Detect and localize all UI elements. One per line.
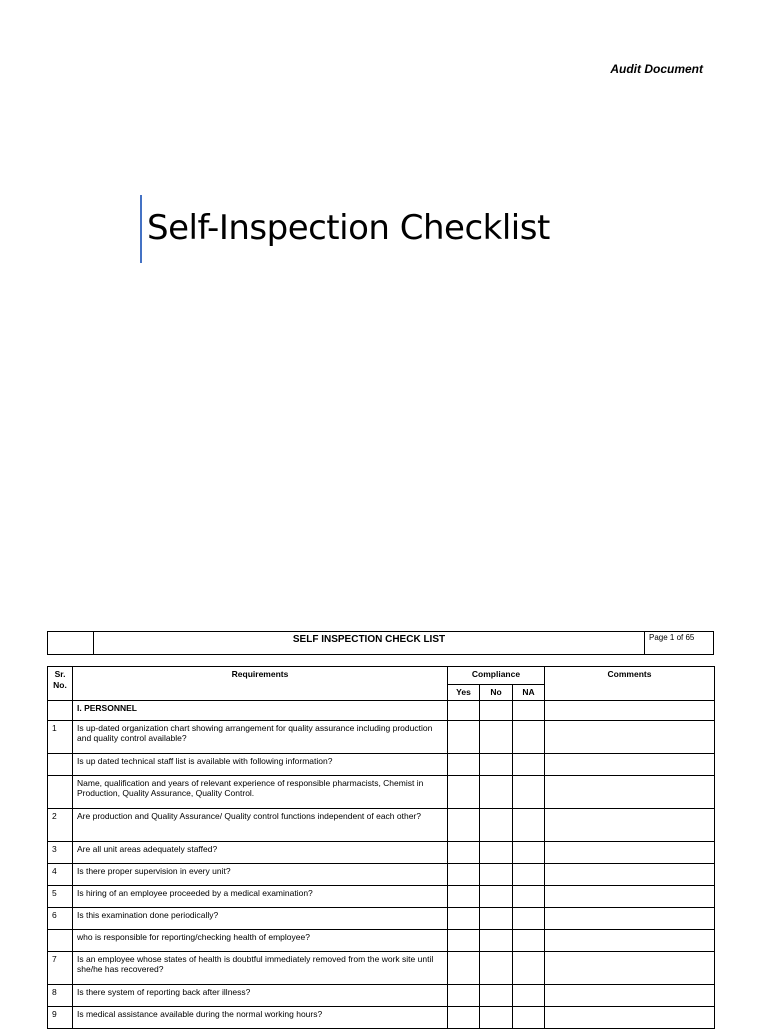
na-cell[interactable]: [513, 885, 545, 907]
row-requirement: Is an employee whose states of health is doubtful immediately removed from the work site until she/he has recovered?: [73, 951, 448, 984]
yes-cell[interactable]: [448, 885, 480, 907]
table-row: [48, 808, 715, 841]
no-cell[interactable]: [480, 753, 513, 775]
row-number: 6: [48, 907, 73, 929]
comments-cell[interactable]: [545, 907, 715, 929]
row-requirement: Is hiring of an employee proceeded by a medical examination?: [73, 885, 448, 907]
col-header-sr: Sr. No.: [48, 667, 73, 701]
na-cell[interactable]: [513, 863, 545, 885]
na-cell[interactable]: [513, 907, 545, 929]
comments-cell[interactable]: [545, 753, 715, 775]
na-cell[interactable]: [513, 808, 545, 841]
yes-cell[interactable]: [448, 753, 480, 775]
comments-cell[interactable]: [545, 863, 715, 885]
col-header-comments: Comments: [545, 667, 715, 701]
no-cell[interactable]: [480, 808, 513, 841]
checklist-table: [47, 666, 715, 1029]
comments-cell[interactable]: [545, 775, 715, 808]
table-row: [48, 863, 715, 885]
yes-cell[interactable]: [448, 907, 480, 929]
comments-cell[interactable]: [545, 1006, 715, 1028]
yes-cell[interactable]: [448, 808, 480, 841]
col-header-requirements: Requirements: [73, 667, 448, 701]
no-cell[interactable]: [480, 907, 513, 929]
yes-cell[interactable]: [448, 1006, 480, 1028]
yes-cell[interactable]: [448, 720, 480, 753]
no-cell[interactable]: [480, 929, 513, 951]
page-number: Page 1 of 65: [649, 633, 695, 642]
yes-cell[interactable]: [448, 863, 480, 885]
table-row: [48, 907, 715, 929]
checklist-title: SELF INSPECTION CHECK LIST: [94, 632, 645, 654]
yes-cell[interactable]: [448, 775, 480, 808]
row-requirement: Is up-dated organization chart showing arrangement for quality assurance including production and quality control available?: [73, 720, 448, 753]
row-number: 1: [48, 720, 73, 753]
row-requirement: Are all unit areas adequately staffed?: [73, 841, 448, 863]
row-number: [48, 929, 73, 951]
no-cell[interactable]: [480, 720, 513, 753]
comments-cell[interactable]: [545, 929, 715, 951]
no-cell[interactable]: [480, 1006, 513, 1028]
checklist-header-table: [47, 631, 714, 655]
col-header-yes: Yes: [448, 685, 480, 701]
no-cell[interactable]: [480, 841, 513, 863]
comments-cell[interactable]: [545, 885, 715, 907]
table-row: [48, 720, 715, 753]
table-row: [48, 1006, 715, 1028]
row-number: 3: [48, 841, 73, 863]
row-number: 2: [48, 808, 73, 841]
yes-cell[interactable]: [448, 984, 480, 1006]
row-requirement: who is responsible for reporting/checking health of employee?: [73, 929, 448, 951]
na-cell[interactable]: [513, 841, 545, 863]
comments-cell[interactable]: [545, 984, 715, 1006]
row-requirement: Are production and Quality Assurance/ Quality control functions independent of each other?: [73, 808, 448, 841]
row-number: 4: [48, 863, 73, 885]
document-header-label: Audit Document: [610, 62, 703, 76]
no-cell[interactable]: [480, 951, 513, 984]
row-requirement: Is medical assistance available during the normal working hours?: [73, 1006, 448, 1028]
row-number: [48, 753, 73, 775]
table-row: [48, 984, 715, 1006]
row-number: 8: [48, 984, 73, 1006]
table-row: [48, 753, 715, 775]
row-number: 9: [48, 1006, 73, 1028]
na-cell[interactable]: [513, 720, 545, 753]
section-heading: I. PERSONNEL: [73, 700, 448, 720]
comments-cell[interactable]: [545, 841, 715, 863]
row-requirement: Is there proper supervision in every unit?: [73, 863, 448, 885]
yes-cell[interactable]: [448, 929, 480, 951]
comments-cell[interactable]: [545, 808, 715, 841]
table-row: [48, 929, 715, 951]
title-accent-bar: [140, 195, 142, 263]
row-number: 7: [48, 951, 73, 984]
row-requirement: Is there system of reporting back after illness?: [73, 984, 448, 1006]
na-cell[interactable]: [513, 775, 545, 808]
col-header-compliance: Compliance: [448, 667, 545, 685]
document-title: Self-Inspection Checklist: [147, 208, 550, 248]
row-requirement: Is up dated technical staff list is available with following information?: [73, 753, 448, 775]
col-header-na: NA: [513, 685, 545, 701]
table-row: [48, 885, 715, 907]
no-cell[interactable]: [480, 885, 513, 907]
na-cell[interactable]: [513, 984, 545, 1006]
table-row: [48, 951, 715, 984]
comments-cell[interactable]: [545, 720, 715, 753]
no-cell[interactable]: [480, 775, 513, 808]
row-number: [48, 775, 73, 808]
no-cell[interactable]: [480, 984, 513, 1006]
yes-cell[interactable]: [448, 951, 480, 984]
table-row: [48, 841, 715, 863]
col-header-no: No: [480, 685, 513, 701]
row-requirement: Name, qualification and years of relevant experience of responsible pharmacists, Chemist in Production, Quality Assurance, Quality Control.: [73, 775, 448, 808]
row-number: 5: [48, 885, 73, 907]
comments-cell[interactable]: [545, 951, 715, 984]
row-requirement: Is this examination done periodically?: [73, 907, 448, 929]
na-cell[interactable]: [513, 929, 545, 951]
logo-cell: [48, 632, 94, 654]
table-row: [48, 775, 715, 808]
na-cell[interactable]: [513, 1006, 545, 1028]
yes-cell[interactable]: [448, 841, 480, 863]
na-cell[interactable]: [513, 951, 545, 984]
na-cell[interactable]: [513, 753, 545, 775]
no-cell[interactable]: [480, 863, 513, 885]
